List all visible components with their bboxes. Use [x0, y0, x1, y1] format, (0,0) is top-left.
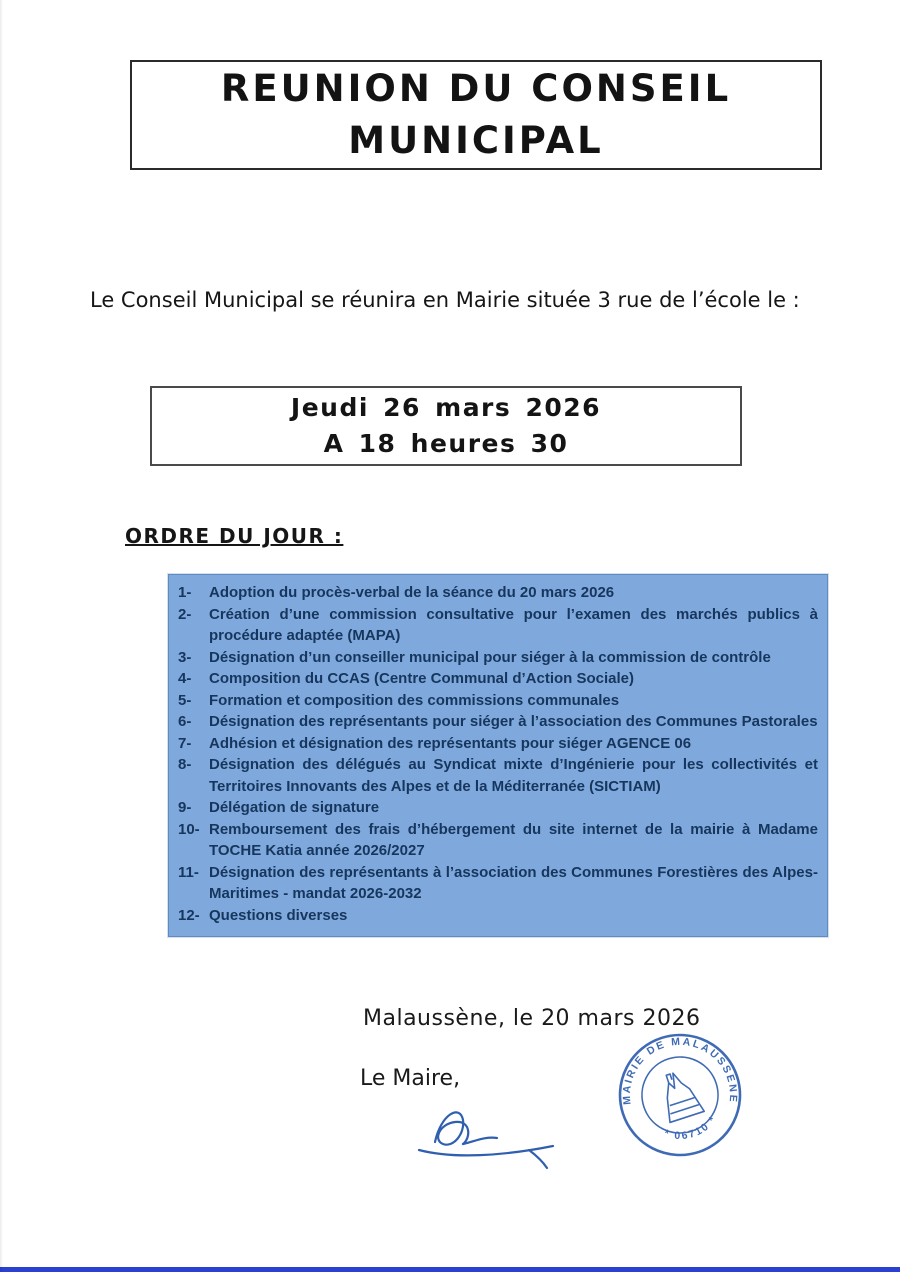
mayor-signature: [405, 1096, 570, 1176]
agenda-item-text: Adoption du procès-verbal de la séance du 20 mars 2026: [209, 584, 615, 601]
agenda-item: [178, 690, 818, 712]
agenda-item-number: 3-: [178, 648, 192, 666]
agenda-item: [178, 668, 818, 690]
agenda-item: [178, 797, 818, 819]
agenda-item-number: 6-: [178, 713, 192, 730]
page-edge-shadow: [0, 0, 3, 1272]
agenda-item-number: 9-: [178, 799, 192, 816]
stamp-emblem: [656, 1068, 704, 1123]
agenda-item: [178, 754, 818, 797]
signatory-label: Le Maire,: [360, 1066, 461, 1091]
title-box: [130, 60, 822, 170]
agenda-item: [178, 604, 818, 647]
agenda-item-number: 11-: [178, 863, 199, 881]
agenda-item-number: 8-: [178, 756, 192, 773]
agenda-item-number: 4-: [178, 670, 192, 687]
agenda-item: [178, 582, 818, 604]
agenda-item-text: Adhésion et désignation des représentants pour siéger AGENCE 06: [209, 734, 692, 752]
document-title-line1: REUNION DU CONSEIL: [220, 67, 732, 110]
agenda-item-text: Délégation de signature: [209, 799, 380, 816]
agenda-item-number: 7-: [178, 734, 192, 752]
intro-sentence: Le Conseil Municipal se réunira en Mairie située 3 rue de l’école le :: [90, 288, 800, 312]
agenda-item-text: Désignation des représentants pour siéger à l’association des Communes Pastorales: [209, 713, 818, 730]
agenda-item-text: Création d’une commission consultative pour l’examen des marchés publics à procédure adaptée (MAPA): [209, 605, 818, 644]
date-box: [150, 386, 742, 466]
agenda-item-number: 10-: [178, 820, 200, 838]
agenda-item: [178, 819, 818, 862]
meeting-date: Jeudi 26 mars 2026: [290, 393, 602, 422]
stamp-ring-text: MAIRIE DE MALAUSSENE: [620, 1035, 740, 1106]
scan-artifact-strip: [0, 1267, 900, 1272]
document-title-line2: MUNICIPAL: [348, 119, 604, 162]
agenda-item-number: 12-: [178, 906, 200, 924]
agenda-item-text: Désignation des délégués au Syndicat mixte d’Ingénierie pour les collectivités et Territoires Innovants des Alpes et de la Méditerranée (SICTIAM): [209, 756, 818, 795]
agenda-item-number: 5-: [178, 691, 192, 709]
agenda-item: [178, 711, 818, 733]
agenda-item: [178, 862, 818, 905]
stamp-bottom-text: * 06710 *: [662, 1113, 720, 1143]
agenda-item-text: Formation et composition des commissions communales: [209, 691, 620, 709]
agenda-heading: ORDRE DU JOUR :: [125, 524, 344, 548]
agenda-item-text: Désignation d’un conseiller municipal pour siéger à la commission de contrôle: [209, 648, 771, 666]
agenda-item: [178, 905, 818, 927]
agenda-item-number: 1-: [178, 584, 192, 601]
agenda-item-text: Désignation des représentants à l’association des Communes Forestières des Alpes-Maritimes - mandat 2026-2032: [209, 863, 818, 902]
agenda-item-text: Composition du CCAS (Centre Communal d’Action Sociale): [209, 670, 635, 687]
meeting-time: A 18 heures 30: [323, 429, 569, 458]
mairie-stamp: [598, 1013, 762, 1177]
agenda-item-number: 2-: [178, 605, 192, 623]
place-and-date: Malaussène, le 20 mars 2026: [363, 1006, 701, 1031]
agenda-item-text: Remboursement des frais d’hébergement du site internet de la mairie à Madame TOCHE Katia année 2026/2027: [209, 820, 818, 859]
agenda-item: [178, 733, 818, 755]
agenda-box: [168, 574, 828, 937]
agenda-item: [178, 647, 818, 669]
agenda-item-text: Questions diverses: [209, 906, 348, 924]
